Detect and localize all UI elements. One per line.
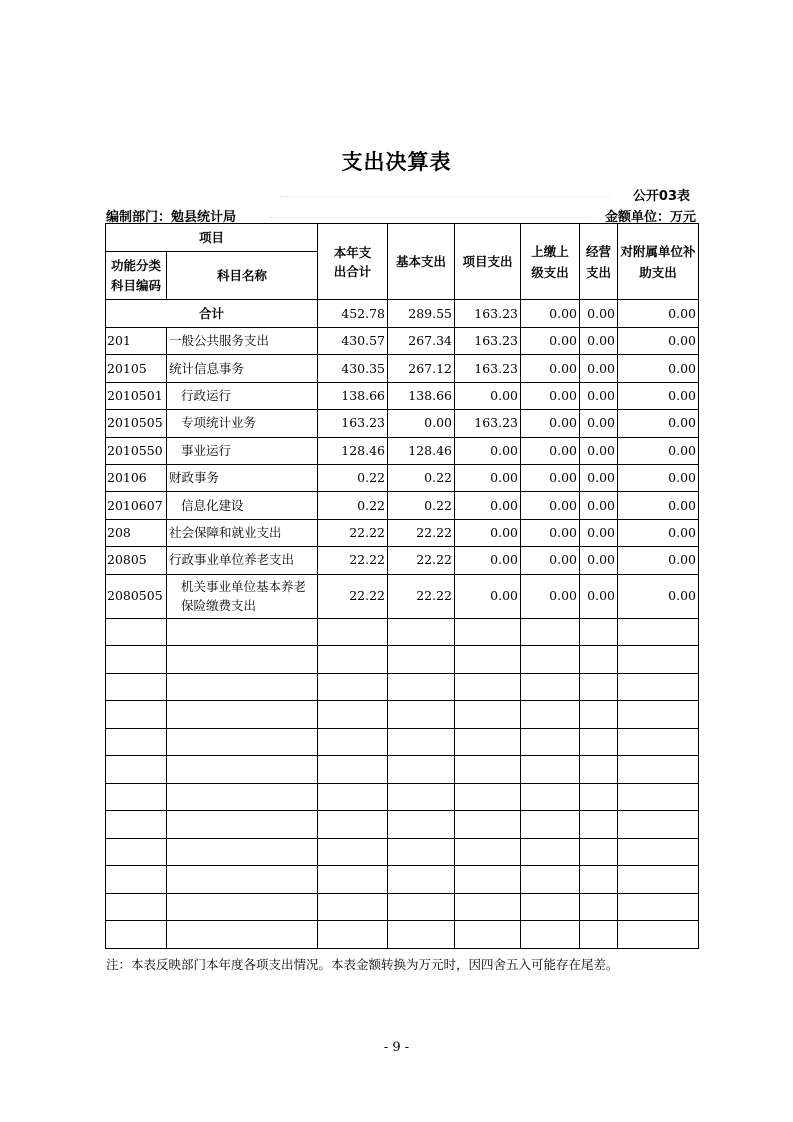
empty-cell [455,838,521,866]
empty-cell [167,921,318,949]
cell-code: 20805 [106,547,167,574]
cell-code: 2010550 [106,437,167,464]
cell-total: 163.23 [318,410,388,437]
cell-business: 0.00 [580,492,618,519]
cell-total: 22.22 [318,574,388,618]
cell-project: 163.23 [455,300,521,328]
empty-cell [318,838,388,866]
empty-cell [455,811,521,839]
cell-basic: 0.00 [388,410,455,437]
empty-row [106,756,699,784]
empty-cell [318,893,388,921]
dotted-rule [280,196,610,197]
empty-cell [618,866,699,894]
cell-project: 0.00 [455,547,521,574]
empty-cell [618,893,699,921]
empty-row [106,701,699,729]
empty-cell [618,673,699,701]
cell-basic: 267.12 [388,355,455,382]
empty-row [106,673,699,701]
empty-cell [521,921,580,949]
empty-cell [388,866,455,894]
empty-cell [106,673,167,701]
empty-cell [455,866,521,894]
cell-subsidy: 0.00 [618,519,699,546]
cell-subsidy: 0.00 [618,382,699,409]
page-title: 支出决算表 [341,150,452,174]
table-row [106,355,699,382]
cell-basic: 267.34 [388,328,455,355]
table-row [106,574,699,618]
cell-business: 0.00 [580,410,618,437]
cell-business: 0.00 [580,355,618,382]
empty-cell [167,618,318,646]
empty-cell [106,701,167,729]
empty-cell [618,756,699,784]
empty-cell [455,783,521,811]
table-row [106,328,699,355]
cell-code: 20106 [106,464,167,491]
cell-subsidy: 0.00 [618,464,699,491]
empty-cell [167,646,318,674]
unit-label: 金额单位：万元 [604,210,696,225]
cell-total: 22.22 [318,519,388,546]
cell-business: 0.00 [580,574,618,618]
empty-cell [318,756,388,784]
empty-cell [521,618,580,646]
cell-name: 事业运行 [167,437,318,464]
cell-project: 0.00 [455,382,521,409]
table-row [106,382,699,409]
cell-subsidy: 0.00 [618,328,699,355]
empty-cell [521,673,580,701]
empty-cell [318,811,388,839]
table-row [106,519,699,546]
empty-cell [580,728,618,756]
empty-cell [521,838,580,866]
empty-cell [580,701,618,729]
cell-project: 0.00 [455,437,521,464]
cell-basic: 22.22 [388,519,455,546]
cell-basic: 22.22 [388,547,455,574]
cell-name: 信息化建设 [167,492,318,519]
cell-subsidy: 0.00 [618,574,699,618]
cell-upper: 0.00 [521,574,580,618]
empty-cell [106,728,167,756]
cell-code: 2010505 [106,410,167,437]
empty-cell [167,838,318,866]
empty-cell [106,921,167,949]
empty-cell [455,756,521,784]
cell-total: 22.22 [318,547,388,574]
cell-subsidy: 0.00 [618,547,699,574]
cell-code: 208 [106,519,167,546]
cell-upper: 0.00 [521,300,580,328]
empty-cell [167,728,318,756]
empty-cell [618,618,699,646]
empty-cell [167,866,318,894]
empty-row [106,838,699,866]
empty-cell [580,893,618,921]
cell-code: 2010501 [106,382,167,409]
empty-cell [167,673,318,701]
form-number: 公开03表 [632,189,690,204]
cell-name: 专项统计业务 [167,410,318,437]
empty-row [106,646,699,674]
cell-upper: 0.00 [521,519,580,546]
empty-cell [618,701,699,729]
cell-project: 163.23 [455,328,521,355]
cell-business: 0.00 [580,382,618,409]
department-label: 编制部门：勉县统计局 [106,210,237,225]
empty-cell [455,618,521,646]
cell-total: 430.57 [318,328,388,355]
cell-subsidy: 0.00 [618,300,699,328]
empty-cell [388,701,455,729]
cell-basic: 22.22 [388,574,455,618]
expenditure-table [105,223,699,949]
empty-cell [388,893,455,921]
cell-upper: 0.00 [521,382,580,409]
empty-cell [455,921,521,949]
empty-cell [618,728,699,756]
empty-cell [580,921,618,949]
cell-code: 2010607 [106,492,167,519]
empty-cell [618,811,699,839]
empty-cell [455,673,521,701]
cell-project: 163.23 [455,410,521,437]
empty-cell [388,673,455,701]
cell-basic: 289.55 [388,300,455,328]
cell-basic: 0.22 [388,464,455,491]
empty-cell [521,756,580,784]
header-name: 科目名称 [167,252,318,300]
cell-upper: 0.00 [521,492,580,519]
empty-cell [618,646,699,674]
empty-cell [388,646,455,674]
cell-code: 201 [106,328,167,355]
cell-business: 0.00 [580,519,618,546]
empty-cell [167,701,318,729]
page-number: - 9 - [383,1040,410,1055]
empty-cell [455,646,521,674]
empty-cell [521,783,580,811]
empty-cell [106,618,167,646]
empty-cell [167,756,318,784]
empty-cell [106,866,167,894]
cell-name: 行政事业单位养老支出 [167,547,318,574]
empty-cell [455,701,521,729]
total-row [106,300,699,328]
cell-subsidy: 0.00 [618,437,699,464]
cell-business: 0.00 [580,547,618,574]
cell-project: 0.00 [455,492,521,519]
cell-name: 机关事业单位基本养老保险缴费支出 [167,574,318,618]
empty-cell [167,811,318,839]
empty-cell [521,701,580,729]
empty-cell [318,728,388,756]
empty-cell [521,866,580,894]
cell-total: 452.78 [318,300,388,328]
empty-cell [318,866,388,894]
cell-upper: 0.00 [521,355,580,382]
header-item: 项目 [106,224,318,252]
footnote: 注：本表反映部门本年度各项支出情况。本表金额转换为万元时，因四舍五入可能存在尾差。 [106,957,619,972]
empty-cell [388,921,455,949]
empty-cell [618,783,699,811]
empty-cell [521,646,580,674]
empty-cell [106,646,167,674]
cell-total: 128.46 [318,437,388,464]
empty-row [106,783,699,811]
cell-subsidy: 0.00 [618,410,699,437]
table-row [106,464,699,491]
empty-cell [106,893,167,921]
empty-cell [106,838,167,866]
header-subsidy: 对附属单位补助支出 [618,224,699,300]
empty-row [106,618,699,646]
empty-cell [521,811,580,839]
total-label: 合计 [106,300,318,328]
cell-name: 统计信息事务 [167,355,318,382]
cell-total: 0.22 [318,492,388,519]
empty-cell [106,811,167,839]
empty-cell [388,618,455,646]
empty-cell [318,673,388,701]
empty-cell [167,893,318,921]
cell-name: 行政运行 [167,382,318,409]
empty-cell [580,673,618,701]
cell-subsidy: 0.00 [618,492,699,519]
empty-row [106,866,699,894]
empty-cell [580,783,618,811]
cell-basic: 138.66 [388,382,455,409]
cell-business: 0.00 [580,328,618,355]
empty-cell [388,756,455,784]
empty-cell [318,618,388,646]
cell-name: 财政事务 [167,464,318,491]
cell-project: 163.23 [455,355,521,382]
cell-project: 0.00 [455,519,521,546]
empty-cell [580,838,618,866]
cell-total: 430.35 [318,355,388,382]
empty-cell [521,893,580,921]
cell-upper: 0.00 [521,464,580,491]
table-row [106,492,699,519]
empty-cell [318,783,388,811]
empty-cell [388,838,455,866]
cell-business: 0.00 [580,464,618,491]
empty-cell [455,728,521,756]
empty-cell [455,893,521,921]
empty-cell [580,756,618,784]
table-row [106,437,699,464]
cell-name: 社会保障和就业支出 [167,519,318,546]
cell-code: 2080505 [106,574,167,618]
empty-cell [167,783,318,811]
empty-cell [106,756,167,784]
empty-row [106,811,699,839]
empty-cell [580,646,618,674]
header-code: 功能分类科目编码 [106,252,167,300]
dotted-rule [270,217,590,218]
header-basic: 基本支出 [388,224,455,300]
cell-business: 0.00 [580,437,618,464]
cell-basic: 0.22 [388,492,455,519]
empty-cell [318,701,388,729]
empty-cell [618,921,699,949]
cell-upper: 0.00 [521,328,580,355]
cell-code: 20105 [106,355,167,382]
cell-business: 0.00 [580,300,618,328]
empty-row [106,921,699,949]
cell-upper: 0.00 [521,547,580,574]
cell-upper: 0.00 [521,410,580,437]
header-project: 项目支出 [455,224,521,300]
table-row [106,410,699,437]
header-business: 经营支出 [580,224,618,300]
empty-cell [388,783,455,811]
cell-project: 0.00 [455,464,521,491]
cell-upper: 0.00 [521,437,580,464]
cell-total: 0.22 [318,464,388,491]
empty-row [106,728,699,756]
header-total: 本年支出合计 [318,224,388,300]
empty-cell [388,811,455,839]
empty-cell [388,728,455,756]
empty-cell [318,921,388,949]
cell-subsidy: 0.00 [618,355,699,382]
empty-cell [521,728,580,756]
empty-cell [580,866,618,894]
empty-cell [106,783,167,811]
table-row [106,547,699,574]
empty-cell [580,811,618,839]
empty-cell [318,646,388,674]
cell-total: 138.66 [318,382,388,409]
header-upper: 上缴上级支出 [521,224,580,300]
empty-cell [580,618,618,646]
cell-name: 一般公共服务支出 [167,328,318,355]
cell-basic: 128.46 [388,437,455,464]
cell-project: 0.00 [455,574,521,618]
empty-row [106,893,699,921]
empty-cell [618,838,699,866]
